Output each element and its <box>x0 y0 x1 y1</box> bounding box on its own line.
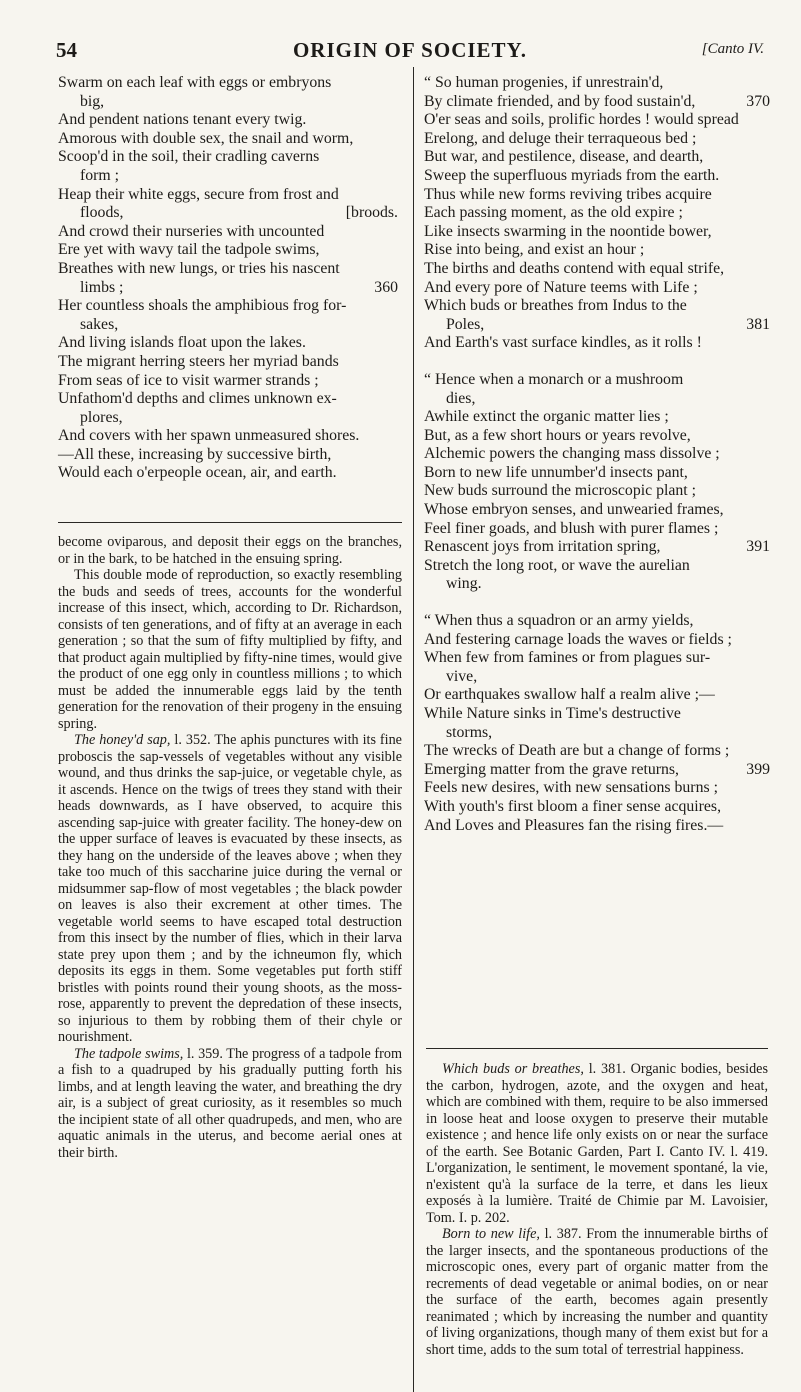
poem-line <box>424 186 770 205</box>
poem-line-text: But, as a few short hours or years revolve, <box>424 426 691 444</box>
poem-line <box>424 705 770 724</box>
footnote-paragraph <box>426 1226 768 1358</box>
line-number: 399 <box>746 760 770 778</box>
stanza-break <box>424 353 770 371</box>
line-number: [broods. <box>345 204 398 222</box>
poem-line <box>424 538 770 557</box>
poem-line-text: Awhile extinct the organic matter lies ; <box>424 408 669 426</box>
poem-line-text: storms, <box>446 723 493 741</box>
poem-line-text: And every pore of Nature teems with Life ; <box>424 278 698 296</box>
poem-line-text: With youth's first bloom a finer sense acquires, <box>424 797 722 815</box>
poem-line-text: And covers with her spawn unmeasured shores. <box>58 427 360 445</box>
poem-line-text: O'er seas and soils, prolific hordes ! would spread <box>424 111 739 129</box>
poem-line-text: When few from famines or from plagues sur- <box>424 649 711 667</box>
poem-line <box>58 446 398 465</box>
poem-line-text: Stretch the long root, or wave the aurelian <box>424 556 690 574</box>
canto-label: [Canto IV. <box>701 41 764 57</box>
poem-line <box>424 260 770 279</box>
poem-line <box>424 557 770 576</box>
poem-line-text: “ Hence when a monarch or a mushroom <box>424 370 684 388</box>
page-number: 54 <box>56 38 77 62</box>
poem-line-text: Swarm on each leaf with eggs or embryons <box>58 74 332 91</box>
poem-line <box>424 408 770 427</box>
poem-left-column <box>58 74 398 483</box>
poem-line <box>424 464 770 483</box>
poem-line <box>58 130 398 149</box>
poem-line <box>424 742 770 761</box>
poem-line <box>424 297 770 316</box>
poem-line-text: By climate friended, and by food sustain'd, <box>424 92 696 110</box>
line-number: 381 <box>746 315 770 333</box>
poem-line <box>58 167 398 186</box>
poem-line-text: And crowd their nurseries with uncounted <box>58 222 325 240</box>
poem-line-text: Poles, <box>446 315 485 333</box>
poem-line-text: plores, <box>80 408 123 426</box>
poem-line-text: Which buds or breathes from Indus to the <box>424 297 687 315</box>
footnote-text: This double mode of reproduction, so exactly resembling the buds and seeds of trees, accounts for the wonderful increase of this insect, which, according to Dr. Richardson, consists of ten generations, and of fifty at an average in each generation ; so that the sum of fifty multiplied by fifty, and that product again multiplied by fifty-nine times, would give the product of one egg only in countless millions ; to which must be added the innumerable eggs laid by the tenth generation for the renovation of their progeny in the ensuing spring. <box>58 567 402 732</box>
poem-line <box>424 371 770 390</box>
poem-line-text: The migrant herring steers her myriad bands <box>58 352 339 370</box>
poem-line-text: Thus while new forms reviving tribes acquire <box>424 185 712 203</box>
footnotes-left-column <box>58 534 402 1161</box>
footnote-text: l. 359. The progress of a tadpole from a fish to a quadruped by his gradually putting forth his limbs, and at length leaving the water, and breathing the dry air, is a subject of great curiosity, as it resembles so much the incipient state of all other quadrupeds, and men, who are aquatic animals in the uterus, and become aerial ones at their birth. <box>58 1045 403 1161</box>
poem-line <box>424 167 770 186</box>
footnote-paragraph <box>58 534 402 567</box>
poem-line <box>424 761 770 780</box>
poem-line <box>58 316 398 335</box>
running-title: ORIGIN OF SOCIETY. <box>292 38 528 62</box>
poem-line-text: Like insects swarming in the noontide bower, <box>424 222 712 240</box>
poem-line <box>424 817 770 836</box>
poem-line-text: Would each o'erpeople ocean, air, and earth. <box>58 464 337 482</box>
poem-line-text: vive, <box>446 667 478 685</box>
page-header <box>56 38 764 68</box>
footnote-text: become oviparous, and deposit their eggs on the branches, or in the bark, to be hatched in the ensuing spring. <box>58 534 402 567</box>
poem-line-text: sakes, <box>80 315 119 333</box>
poem-line-text: The wrecks of Death are but a change of forms ; <box>424 742 730 760</box>
poem-line-text: But war, and pestilence, disease, and dearth, <box>424 148 704 166</box>
poem-line-text: And pendent nations tenant every twig. <box>58 111 307 129</box>
poem-line-text: New buds surround the microscopic plant ; <box>424 482 697 500</box>
footnote-reference: Born to new life, <box>442 1226 540 1242</box>
footnote-reference: The honey'd sap, <box>74 732 171 748</box>
poem-line <box>424 390 770 409</box>
poem-line-text: Feel finer goads, and blush with purer flames ; <box>424 519 719 537</box>
poem-line <box>58 93 398 112</box>
poem-line <box>424 482 770 501</box>
poem-line <box>58 186 398 205</box>
poem-line <box>424 93 770 112</box>
poem-line-text: Rise into being, and exist an hour ; <box>424 241 645 259</box>
poem-line <box>58 372 398 391</box>
poem-line-text: Or earthquakes swallow half a realm alive ;— <box>424 686 715 704</box>
poem-line-text: The births and deaths contend with equal strife, <box>424 259 725 277</box>
notes-divider-left <box>58 522 402 523</box>
poem-line-text: Ere yet with wavy tail the tadpole swims, <box>58 241 320 259</box>
poem-line-text: limbs ; <box>80 278 124 296</box>
poem-line-text: Emerging matter from the grave returns, <box>424 760 680 778</box>
poem-line <box>424 148 770 167</box>
poem-line <box>424 204 770 223</box>
poem-line <box>58 334 398 353</box>
poem-line <box>424 631 770 650</box>
poem-line <box>58 427 398 446</box>
footnote-text: l. 381. Organic bodies, besides the carbon, hydrogen, azote, and the oxygen and heat, which are combined with them, require to be also immersed in loose heat and loose oxygen to preserve their mutable existence ; and hence life only exists on or near the surface of the earth. See Botanic Garden, Part I. Canto IV. l. 419. L'organization, le sentiment, le movement spontané, la vie, n'existent qu'à la surface de la terre, et dans les lieux exposés à la lumière. Traité de Chimie par M. Lavoisier, Tom. I. p. 202. <box>426 1061 768 1226</box>
poem-line <box>58 241 398 260</box>
poem-line-text: Renascent joys from irritation spring, <box>424 538 661 556</box>
footnote-text: l. 352. The aphis punctures with its fine proboscis the sap-vessels of vegetables without any visible wound, and thus drinks the sap-juice, or vegetable chyle, as it ascends. Hence on the twigs of trees they stand with their heads downwards, as I have observed, to acquire this ascending sap-juice with greater facility. The honey-dew on the upper surface of leaves is evacuated by these insects, as they hang on the underside of the leaves above ; when they take too much of this saccharine juice during the vernal or midsummer sap-flow of most vegetables ; the black powder on leaves is also their excrement at other times. The vegetable world seems to have escaped total destruction from this insect by the number of flies, which in their larva state prey upon them ; and by the ichneumon fly, which deposits its eggs in them. Some vegetables put forth stiff bristles with points round their young shoots, as the moss-rose, apparently to prevent the depredation of these insects, so injurious to them by robbing them of their chyle or nourishment. <box>58 732 402 1045</box>
poem-line-text: Scoop'd in the soil, their cradling caverns <box>58 148 320 166</box>
poem-line <box>58 148 398 167</box>
poem-line <box>58 390 398 409</box>
poem-line <box>58 260 398 279</box>
poem-line-text: Sweep the superfluous myriads from the earth. <box>424 166 720 184</box>
poem-line-text: Born to new life unnumber'd insects pant, <box>424 463 688 481</box>
poem-line <box>58 353 398 372</box>
poem-line <box>424 130 770 149</box>
footnote-paragraph <box>58 732 402 1046</box>
poem-line <box>424 223 770 242</box>
poem-line <box>58 279 398 298</box>
poem-line <box>424 724 770 743</box>
poem-line <box>424 427 770 446</box>
poem-line-text: Her countless shoals the amphibious frog for- <box>58 297 347 315</box>
poem-line <box>424 316 770 335</box>
poem-line <box>424 798 770 817</box>
poem-line <box>424 334 770 353</box>
footnote-text: l. 387. From the innumerable births of the larger insects, and the spontaneous productions of the microscopic ones, every part of organic matter from the recrements of dead vegetable or animal bodies, on or near the surface of the earth, becomes again presently reanimated ; which by increasing the number and quantity of living organizations, though many of them exist but for a short time, adds to the sum total of terrestrial happiness. <box>426 1226 768 1358</box>
poem-line-text: —All these, increasing by successive birth, <box>58 445 332 463</box>
poem-line <box>58 464 398 483</box>
line-number: 370 <box>746 92 770 110</box>
footnote-paragraph <box>426 1061 768 1226</box>
poem-line <box>424 779 770 798</box>
poem-right-column <box>424 74 770 835</box>
poem-line <box>424 520 770 539</box>
poem-line-text: big, <box>80 92 105 110</box>
poem-line-text: And Loves and Pleasures fan the rising fires.— <box>424 816 724 834</box>
poem-line-text: “ So human progenies, if unrestrain'd, <box>424 74 664 91</box>
footnotes-right-column <box>426 1061 768 1358</box>
poem-line <box>424 279 770 298</box>
poem-line-text: Erelong, and deluge their terraqueous bed ; <box>424 129 697 147</box>
poem-line-text: dies, <box>446 389 476 407</box>
poem-line <box>424 241 770 260</box>
poem-line-text: Unfathom'd depths and climes unknown ex- <box>58 390 337 408</box>
poem-line <box>58 223 398 242</box>
footnote-reference: Which buds or breathes, <box>442 1061 584 1077</box>
poem-line <box>424 74 770 93</box>
poem-line <box>424 649 770 668</box>
poem-line-text: Each passing moment, as the old expire ; <box>424 204 683 222</box>
footnote-paragraph <box>58 567 402 732</box>
poem-line <box>58 297 398 316</box>
notes-divider-right <box>426 1048 768 1049</box>
poem-line <box>424 575 770 594</box>
stanza-break <box>424 594 770 612</box>
poem-line-text: Breathes with new lungs, or tries his nascent <box>58 259 340 277</box>
poem-line-text: “ When thus a squadron or an army yields, <box>424 612 694 630</box>
poem-line-text: Heap their white eggs, secure from frost and <box>58 185 339 203</box>
poem-line <box>424 612 770 631</box>
poem-line-text: form ; <box>80 166 120 184</box>
line-number: 360 <box>374 278 398 296</box>
poem-line <box>58 74 398 93</box>
poem-line <box>424 445 770 464</box>
poem-line <box>58 204 398 223</box>
footnote-reference: The tadpole swims, <box>74 1045 184 1062</box>
poem-line <box>58 409 398 428</box>
poem-line-text: Whose embryon senses, and unwearied frames, <box>424 501 724 519</box>
column-divider <box>413 67 414 1392</box>
poem-line-text: Alchemic powers the changing mass dissolve ; <box>424 445 720 463</box>
footnote-paragraph <box>58 1046 402 1162</box>
poem-line-text: And Earth's vast surface kindles, as it rolls ! <box>424 334 702 352</box>
poem-line <box>424 686 770 705</box>
poem-line-text: From seas of ice to visit warmer strands ; <box>58 371 319 389</box>
poem-line-text: wing. <box>446 575 482 593</box>
line-number: 391 <box>746 538 770 556</box>
poem-line-text: Amorous with double sex, the snail and worm, <box>58 129 354 147</box>
poem-line <box>424 111 770 130</box>
poem-line-text: floods, <box>80 204 124 222</box>
poem-line <box>58 111 398 130</box>
poem-line <box>424 668 770 687</box>
poem-line-text: And living islands float upon the lakes. <box>58 334 306 352</box>
poem-line <box>424 501 770 520</box>
poem-line-text: Feels new desires, with new sensations burns ; <box>424 779 718 797</box>
poem-line-text: While Nature sinks in Time's destructive <box>424 705 681 722</box>
poem-line-text: And festering carnage loads the waves or fields ; <box>424 630 732 648</box>
